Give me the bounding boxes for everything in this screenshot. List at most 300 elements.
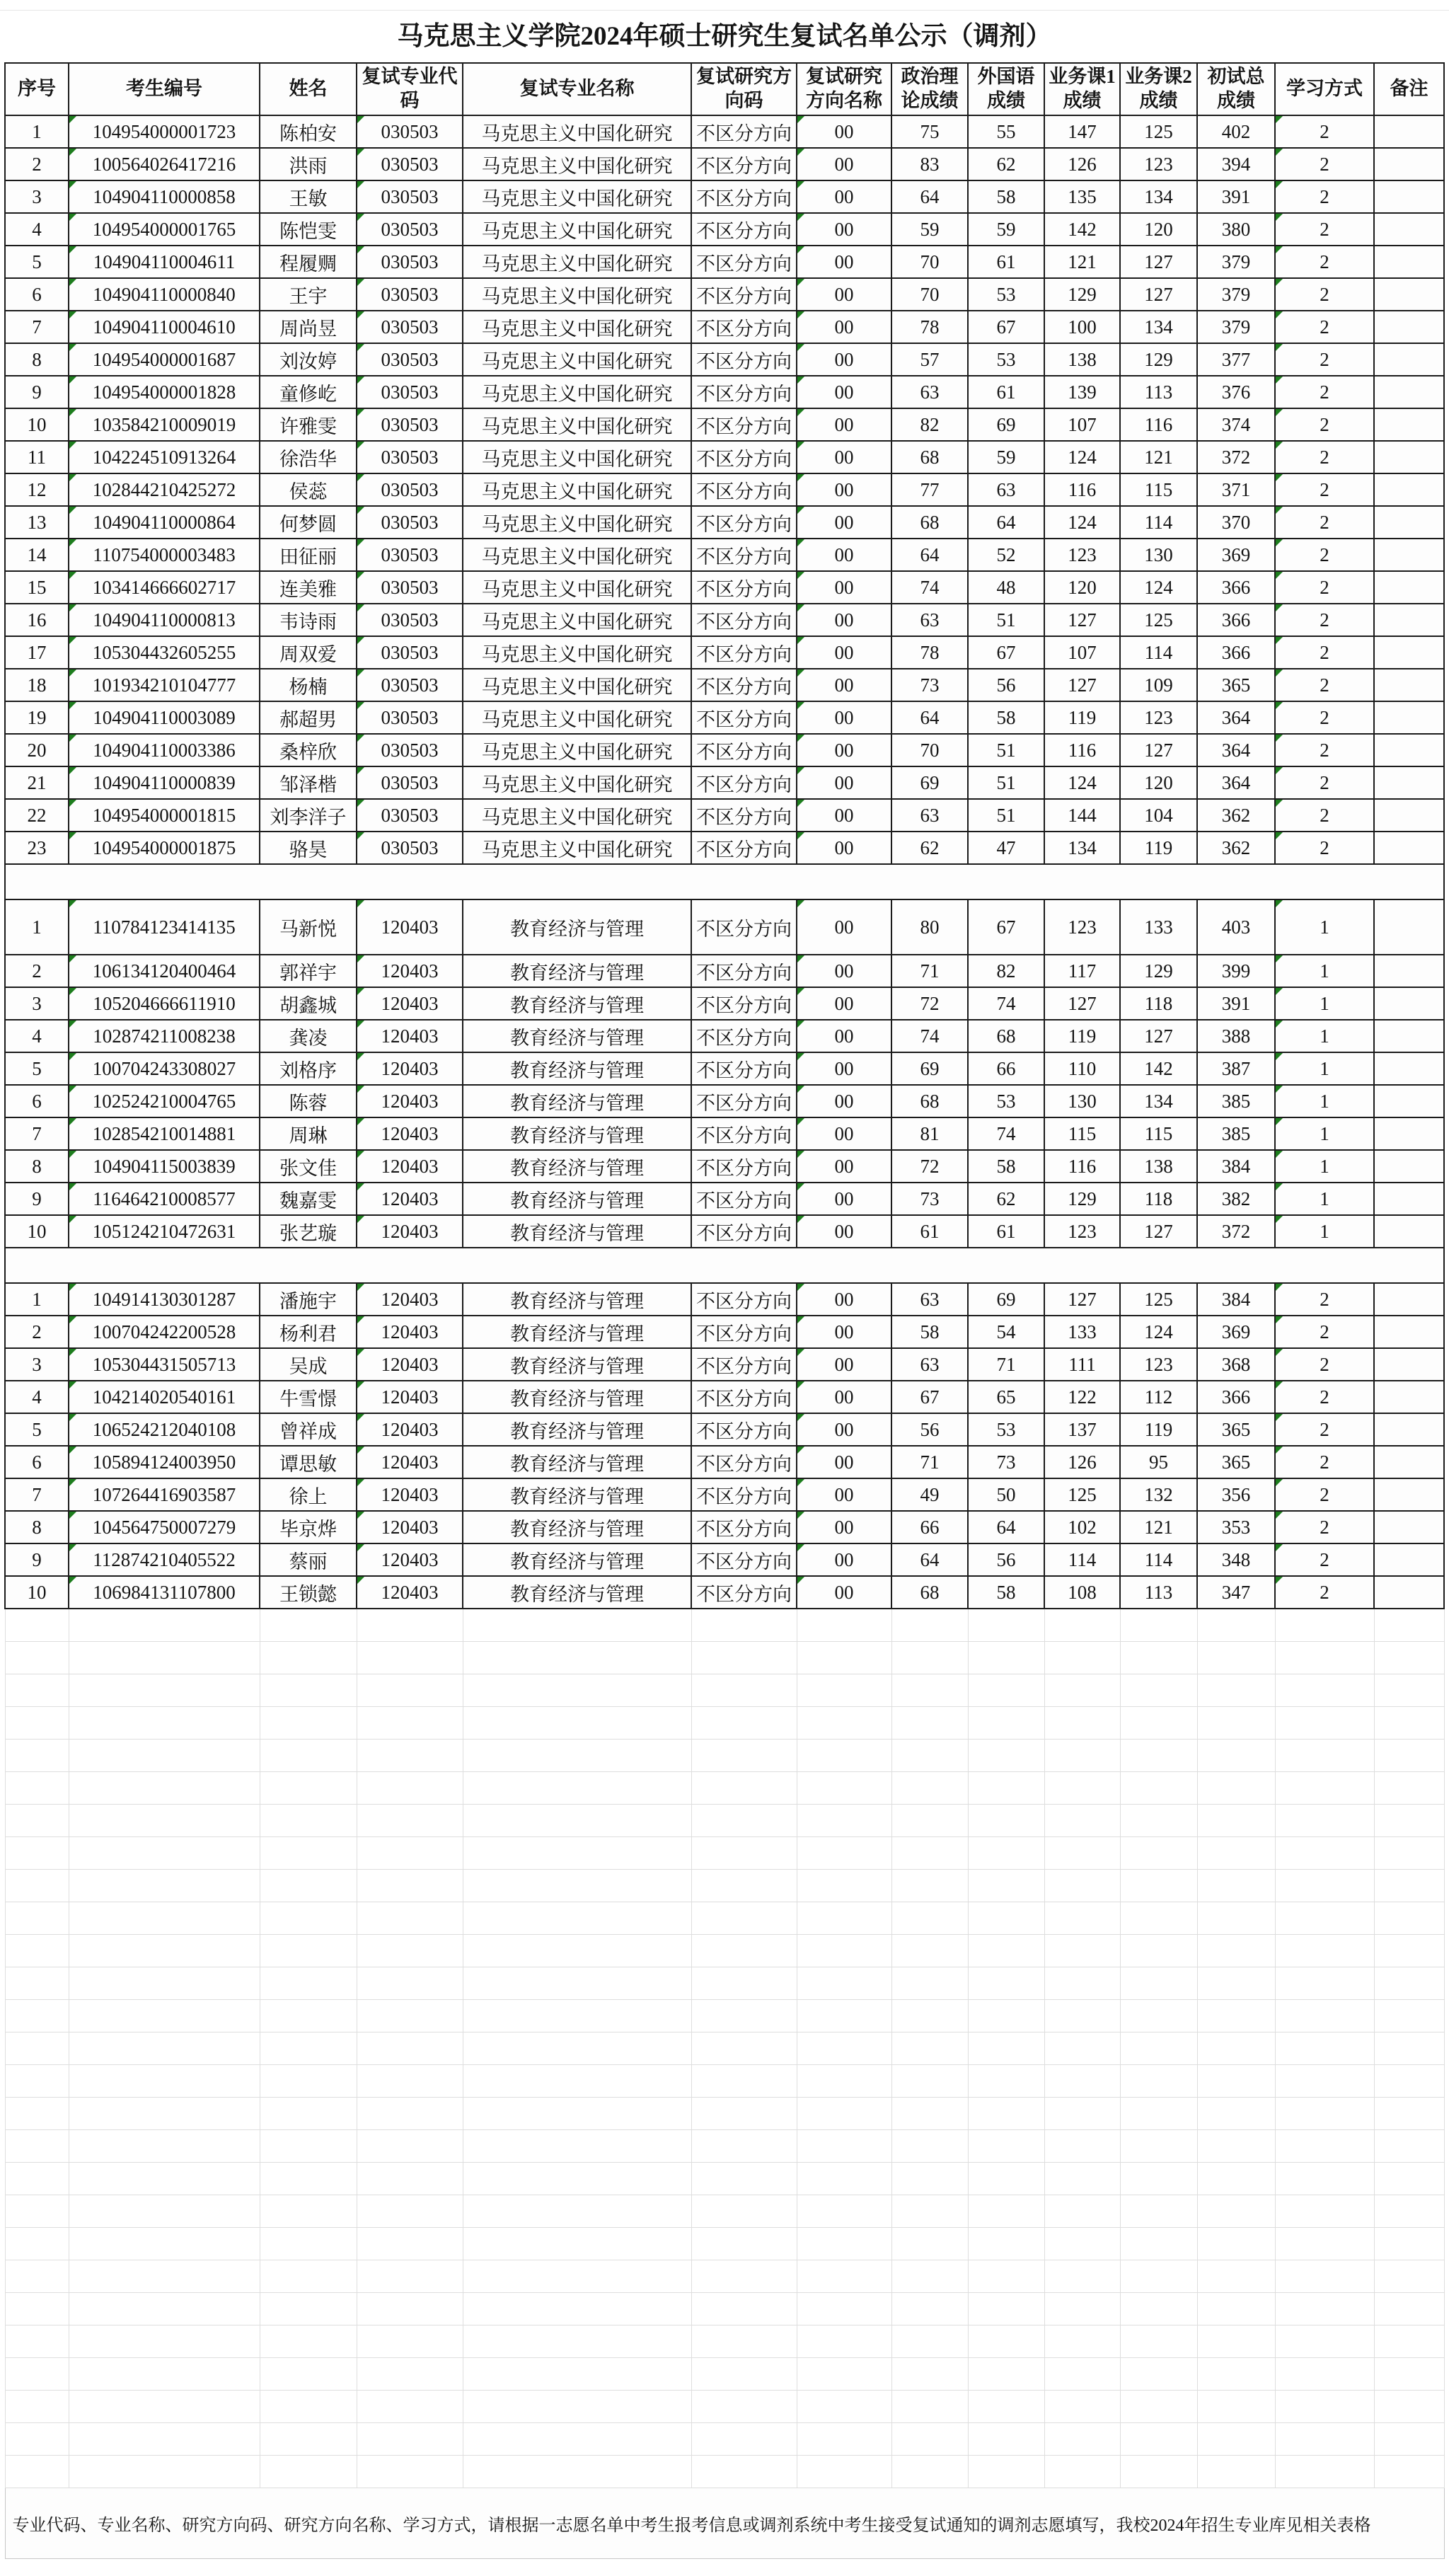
cell-name[interactable]: 王宇 <box>260 278 357 311</box>
cell-course1-score[interactable]: 110 <box>1044 1052 1120 1085</box>
cell-index[interactable]: 7 <box>5 1478 69 1511</box>
cell-direction-code[interactable]: 不区分方向 <box>691 539 797 571</box>
cell-direction-name[interactable]: 00 <box>797 1052 891 1085</box>
cell-direction-name[interactable]: 00 <box>797 1117 891 1150</box>
cell-major-code[interactable]: 120403 <box>357 1052 463 1085</box>
cell-direction-code[interactable]: 不区分方向 <box>691 1150 797 1183</box>
cell-course1-score[interactable]: 138 <box>1044 343 1120 376</box>
cell-remarks[interactable] <box>1374 408 1444 441</box>
cell-politics-score[interactable]: 57 <box>891 343 968 376</box>
cell-foreign-language-score[interactable]: 67 <box>968 899 1044 955</box>
cell-course1-score[interactable]: 129 <box>1044 278 1120 311</box>
cell-course2-score[interactable]: 142 <box>1120 1052 1197 1085</box>
cell-index[interactable]: 3 <box>5 180 69 213</box>
cell-study-mode[interactable]: 2 <box>1275 115 1374 148</box>
cell-candidate-id[interactable]: 104904110004610 <box>69 311 260 343</box>
cell-course2-score[interactable]: 114 <box>1120 636 1197 669</box>
cell-total-score[interactable]: 388 <box>1197 1020 1275 1052</box>
cell-major-name[interactable]: 教育经济与管理 <box>463 1381 691 1413</box>
cell-politics-score[interactable]: 63 <box>891 376 968 408</box>
cell-direction-name[interactable]: 00 <box>797 669 891 701</box>
cell-course1-score[interactable]: 117 <box>1044 955 1120 987</box>
cell-name[interactable]: 陈柏安 <box>260 115 357 148</box>
cell-course2-score[interactable]: 125 <box>1120 1283 1197 1316</box>
cell-study-mode[interactable]: 2 <box>1275 571 1374 604</box>
cell-study-mode[interactable]: 1 <box>1275 1020 1374 1052</box>
cell-course2-score[interactable]: 125 <box>1120 115 1197 148</box>
cell-foreign-language-score[interactable]: 68 <box>968 1020 1044 1052</box>
cell-candidate-id[interactable]: 104904110004611 <box>69 246 260 278</box>
cell-major-name[interactable]: 马克思主义中国化研究 <box>463 701 691 734</box>
cell-direction-name[interactable]: 00 <box>797 899 891 955</box>
cell-index[interactable]: 21 <box>5 766 69 799</box>
cell-course1-score[interactable]: 107 <box>1044 408 1120 441</box>
cell-course1-score[interactable]: 116 <box>1044 1150 1120 1183</box>
cell-course2-score[interactable]: 138 <box>1120 1150 1197 1183</box>
cell-name[interactable]: 曾祥成 <box>260 1413 357 1446</box>
cell-course2-score[interactable]: 112 <box>1120 1381 1197 1413</box>
cell-course2-score[interactable]: 129 <box>1120 955 1197 987</box>
cell-direction-code[interactable]: 不区分方向 <box>691 376 797 408</box>
cell-candidate-id[interactable]: 110754000003483 <box>69 539 260 571</box>
cell-major-name[interactable]: 马克思主义中国化研究 <box>463 636 691 669</box>
cell-course1-score[interactable]: 142 <box>1044 213 1120 246</box>
cell-foreign-language-score[interactable]: 54 <box>968 1316 1044 1348</box>
cell-course2-score[interactable]: 119 <box>1120 1413 1197 1446</box>
cell-remarks[interactable] <box>1374 115 1444 148</box>
cell-candidate-id[interactable]: 104954000001815 <box>69 799 260 832</box>
cell-candidate-id[interactable]: 100564026417216 <box>69 148 260 180</box>
cell-direction-name[interactable]: 00 <box>797 832 891 864</box>
cell-index[interactable]: 8 <box>5 1511 69 1543</box>
cell-direction-code[interactable]: 不区分方向 <box>691 441 797 473</box>
cell-index[interactable]: 15 <box>5 571 69 604</box>
cell-name[interactable]: 徐上 <box>260 1478 357 1511</box>
cell-study-mode[interactable]: 2 <box>1275 506 1374 539</box>
cell-foreign-language-score[interactable]: 73 <box>968 1446 1044 1478</box>
cell-major-name[interactable]: 马克思主义中国化研究 <box>463 506 691 539</box>
cell-foreign-language-score[interactable]: 66 <box>968 1052 1044 1085</box>
cell-name[interactable]: 张文佳 <box>260 1150 357 1183</box>
cell-direction-code[interactable]: 不区分方向 <box>691 1446 797 1478</box>
cell-total-score[interactable]: 362 <box>1197 799 1275 832</box>
cell-course2-score[interactable]: 127 <box>1120 278 1197 311</box>
cell-remarks[interactable] <box>1374 987 1444 1020</box>
cell-course1-score[interactable]: 111 <box>1044 1348 1120 1381</box>
cell-index[interactable]: 5 <box>5 1413 69 1446</box>
cell-major-name[interactable]: 马克思主义中国化研究 <box>463 376 691 408</box>
cell-foreign-language-score[interactable]: 53 <box>968 278 1044 311</box>
cell-study-mode[interactable]: 2 <box>1275 669 1374 701</box>
cell-major-name[interactable]: 教育经济与管理 <box>463 1052 691 1085</box>
cell-total-score[interactable]: 347 <box>1197 1576 1275 1609</box>
cell-course1-score[interactable]: 125 <box>1044 1478 1120 1511</box>
cell-course2-score[interactable]: 127 <box>1120 1215 1197 1248</box>
cell-major-name[interactable]: 马克思主义中国化研究 <box>463 539 691 571</box>
cell-major-code[interactable]: 120403 <box>357 1413 463 1446</box>
cell-direction-code[interactable]: 不区分方向 <box>691 734 797 766</box>
cell-major-name[interactable]: 教育经济与管理 <box>463 1576 691 1609</box>
cell-foreign-language-score[interactable]: 62 <box>968 148 1044 180</box>
cell-name[interactable]: 洪雨 <box>260 148 357 180</box>
cell-politics-score[interactable]: 70 <box>891 734 968 766</box>
cell-foreign-language-score[interactable]: 53 <box>968 1085 1044 1117</box>
cell-politics-score[interactable]: 62 <box>891 832 968 864</box>
cell-direction-code[interactable]: 不区分方向 <box>691 571 797 604</box>
cell-total-score[interactable]: 366 <box>1197 1381 1275 1413</box>
cell-index[interactable]: 9 <box>5 376 69 408</box>
cell-remarks[interactable] <box>1374 1117 1444 1150</box>
cell-study-mode[interactable]: 2 <box>1275 1446 1374 1478</box>
cell-name[interactable]: 张艺璇 <box>260 1215 357 1248</box>
cell-remarks[interactable] <box>1374 1283 1444 1316</box>
cell-major-name[interactable]: 教育经济与管理 <box>463 1316 691 1348</box>
cell-politics-score[interactable]: 58 <box>891 1316 968 1348</box>
cell-direction-name[interactable]: 00 <box>797 1381 891 1413</box>
cell-name[interactable]: 周琳 <box>260 1117 357 1150</box>
cell-total-score[interactable]: 356 <box>1197 1478 1275 1511</box>
cell-course1-score[interactable]: 124 <box>1044 766 1120 799</box>
cell-course2-score[interactable]: 116 <box>1120 408 1197 441</box>
cell-remarks[interactable] <box>1374 539 1444 571</box>
cell-name[interactable]: 谭思敏 <box>260 1446 357 1478</box>
cell-major-name[interactable]: 教育经济与管理 <box>463 1085 691 1117</box>
cell-remarks[interactable] <box>1374 669 1444 701</box>
cell-total-score[interactable]: 353 <box>1197 1511 1275 1543</box>
cell-total-score[interactable]: 369 <box>1197 539 1275 571</box>
cell-course2-score[interactable]: 121 <box>1120 441 1197 473</box>
cell-index[interactable]: 6 <box>5 1446 69 1478</box>
cell-major-name[interactable]: 马克思主义中国化研究 <box>463 278 691 311</box>
cell-index[interactable]: 11 <box>5 441 69 473</box>
cell-major-code[interactable]: 120403 <box>357 987 463 1020</box>
cell-major-code[interactable]: 120403 <box>357 1446 463 1478</box>
cell-direction-name[interactable]: 00 <box>797 571 891 604</box>
cell-major-name[interactable]: 马克思主义中国化研究 <box>463 343 691 376</box>
cell-foreign-language-score[interactable]: 51 <box>968 799 1044 832</box>
cell-major-name[interactable]: 马克思主义中国化研究 <box>463 669 691 701</box>
cell-candidate-id[interactable]: 104214020540161 <box>69 1381 260 1413</box>
cell-name[interactable]: 刘汝婷 <box>260 343 357 376</box>
cell-direction-code[interactable]: 不区分方向 <box>691 213 797 246</box>
cell-total-score[interactable]: 385 <box>1197 1085 1275 1117</box>
cell-major-name[interactable]: 教育经济与管理 <box>463 1413 691 1446</box>
cell-index[interactable]: 2 <box>5 148 69 180</box>
cell-remarks[interactable] <box>1374 571 1444 604</box>
cell-major-name[interactable]: 马克思主义中国化研究 <box>463 115 691 148</box>
cell-major-code[interactable]: 030503 <box>357 278 463 311</box>
cell-politics-score[interactable]: 69 <box>891 766 968 799</box>
cell-remarks[interactable] <box>1374 343 1444 376</box>
cell-major-code[interactable]: 030503 <box>357 799 463 832</box>
cell-course1-score[interactable]: 108 <box>1044 1576 1120 1609</box>
cell-total-score[interactable]: 366 <box>1197 604 1275 636</box>
cell-course2-score[interactable]: 118 <box>1120 987 1197 1020</box>
cell-course2-score[interactable]: 115 <box>1120 1117 1197 1150</box>
cell-politics-score[interactable]: 69 <box>891 1052 968 1085</box>
cell-major-code[interactable]: 030503 <box>357 701 463 734</box>
cell-candidate-id[interactable]: 107264416903587 <box>69 1478 260 1511</box>
cell-major-name[interactable]: 马克思主义中国化研究 <box>463 213 691 246</box>
cell-candidate-id[interactable]: 110784123414135 <box>69 899 260 955</box>
cell-remarks[interactable] <box>1374 766 1444 799</box>
cell-index[interactable]: 5 <box>5 1052 69 1085</box>
cell-total-score[interactable]: 364 <box>1197 766 1275 799</box>
cell-direction-code[interactable]: 不区分方向 <box>691 1478 797 1511</box>
cell-direction-code[interactable]: 不区分方向 <box>691 1413 797 1446</box>
cell-course1-score[interactable]: 123 <box>1044 1215 1120 1248</box>
cell-foreign-language-score[interactable]: 74 <box>968 1117 1044 1150</box>
cell-foreign-language-score[interactable]: 51 <box>968 766 1044 799</box>
cell-course1-score[interactable]: 127 <box>1044 1283 1120 1316</box>
cell-major-code[interactable]: 120403 <box>357 1478 463 1511</box>
cell-candidate-id[interactable]: 104224510913264 <box>69 441 260 473</box>
cell-direction-code[interactable]: 不区分方向 <box>691 1215 797 1248</box>
cell-course1-score[interactable]: 144 <box>1044 799 1120 832</box>
cell-remarks[interactable] <box>1374 1478 1444 1511</box>
cell-major-code[interactable]: 030503 <box>357 213 463 246</box>
cell-candidate-id[interactable]: 104904115003839 <box>69 1150 260 1183</box>
cell-index[interactable]: 10 <box>5 408 69 441</box>
cell-major-name[interactable]: 马克思主义中国化研究 <box>463 571 691 604</box>
cell-major-name[interactable]: 教育经济与管理 <box>463 1511 691 1543</box>
cell-foreign-language-score[interactable]: 58 <box>968 1150 1044 1183</box>
cell-study-mode[interactable]: 2 <box>1275 636 1374 669</box>
cell-study-mode[interactable]: 2 <box>1275 1478 1374 1511</box>
cell-candidate-id[interactable]: 104904110003386 <box>69 734 260 766</box>
cell-major-name[interactable]: 教育经济与管理 <box>463 955 691 987</box>
cell-direction-code[interactable]: 不区分方向 <box>691 115 797 148</box>
cell-course1-score[interactable]: 134 <box>1044 832 1120 864</box>
cell-remarks[interactable] <box>1374 1215 1444 1248</box>
cell-candidate-id[interactable]: 105124210472631 <box>69 1215 260 1248</box>
cell-remarks[interactable] <box>1374 1020 1444 1052</box>
cell-remarks[interactable] <box>1374 636 1444 669</box>
cell-index[interactable]: 14 <box>5 539 69 571</box>
cell-course1-score[interactable]: 116 <box>1044 734 1120 766</box>
cell-total-score[interactable]: 348 <box>1197 1543 1275 1576</box>
cell-politics-score[interactable]: 67 <box>891 1381 968 1413</box>
cell-candidate-id[interactable]: 104904110000840 <box>69 278 260 311</box>
cell-name[interactable]: 刘李洋子 <box>260 799 357 832</box>
cell-direction-code[interactable]: 不区分方向 <box>691 1576 797 1609</box>
cell-politics-score[interactable]: 80 <box>891 899 968 955</box>
cell-name[interactable]: 许雅雯 <box>260 408 357 441</box>
cell-course1-score[interactable]: 100 <box>1044 311 1120 343</box>
cell-index[interactable]: 22 <box>5 799 69 832</box>
cell-major-name[interactable]: 马克思主义中国化研究 <box>463 799 691 832</box>
cell-major-code[interactable]: 030503 <box>357 343 463 376</box>
cell-politics-score[interactable]: 56 <box>891 1413 968 1446</box>
cell-direction-code[interactable]: 不区分方向 <box>691 506 797 539</box>
cell-study-mode[interactable]: 2 <box>1275 604 1374 636</box>
cell-direction-name[interactable]: 00 <box>797 1413 891 1446</box>
cell-direction-name[interactable]: 00 <box>797 1085 891 1117</box>
cell-direction-code[interactable]: 不区分方向 <box>691 899 797 955</box>
cell-course2-score[interactable]: 113 <box>1120 376 1197 408</box>
cell-candidate-id[interactable]: 105204666611910 <box>69 987 260 1020</box>
cell-major-code[interactable]: 030503 <box>357 539 463 571</box>
cell-course1-score[interactable]: 124 <box>1044 506 1120 539</box>
cell-direction-code[interactable]: 不区分方向 <box>691 278 797 311</box>
cell-study-mode[interactable]: 1 <box>1275 1183 1374 1215</box>
cell-foreign-language-score[interactable]: 74 <box>968 987 1044 1020</box>
cell-foreign-language-score[interactable]: 58 <box>968 701 1044 734</box>
cell-direction-code[interactable]: 不区分方向 <box>691 180 797 213</box>
cell-major-code[interactable]: 120403 <box>357 1381 463 1413</box>
cell-major-code[interactable]: 120403 <box>357 1543 463 1576</box>
cell-name[interactable]: 何梦圆 <box>260 506 357 539</box>
cell-direction-code[interactable]: 不区分方向 <box>691 1348 797 1381</box>
cell-remarks[interactable] <box>1374 441 1444 473</box>
cell-course1-score[interactable]: 115 <box>1044 1117 1120 1150</box>
cell-study-mode[interactable]: 2 <box>1275 1381 1374 1413</box>
cell-foreign-language-score[interactable]: 47 <box>968 832 1044 864</box>
cell-course1-score[interactable]: 127 <box>1044 604 1120 636</box>
cell-name[interactable]: 刘格序 <box>260 1052 357 1085</box>
cell-course2-score[interactable]: 119 <box>1120 832 1197 864</box>
cell-politics-score[interactable]: 74 <box>891 1020 968 1052</box>
cell-course1-score[interactable]: 130 <box>1044 1085 1120 1117</box>
cell-index[interactable]: 8 <box>5 1150 69 1183</box>
cell-direction-name[interactable]: 00 <box>797 799 891 832</box>
cell-course2-score[interactable]: 127 <box>1120 1020 1197 1052</box>
cell-politics-score[interactable]: 64 <box>891 180 968 213</box>
cell-politics-score[interactable]: 68 <box>891 506 968 539</box>
cell-major-code[interactable]: 120403 <box>357 1215 463 1248</box>
cell-course1-score[interactable]: 119 <box>1044 1020 1120 1052</box>
cell-direction-name[interactable]: 00 <box>797 1478 891 1511</box>
cell-politics-score[interactable]: 81 <box>891 1117 968 1150</box>
cell-foreign-language-score[interactable]: 59 <box>968 441 1044 473</box>
cell-study-mode[interactable]: 2 <box>1275 766 1374 799</box>
cell-name[interactable]: 王锁懿 <box>260 1576 357 1609</box>
cell-course2-score[interactable]: 134 <box>1120 180 1197 213</box>
cell-study-mode[interactable]: 2 <box>1275 1511 1374 1543</box>
cell-foreign-language-score[interactable]: 51 <box>968 604 1044 636</box>
cell-major-code[interactable]: 030503 <box>357 180 463 213</box>
cell-study-mode[interactable]: 2 <box>1275 246 1374 278</box>
cell-major-name[interactable]: 教育经济与管理 <box>463 1543 691 1576</box>
cell-course1-score[interactable]: 147 <box>1044 115 1120 148</box>
cell-major-code[interactable]: 120403 <box>357 1576 463 1609</box>
cell-major-code[interactable]: 120403 <box>357 955 463 987</box>
cell-total-score[interactable]: 394 <box>1197 148 1275 180</box>
cell-name[interactable]: 童修屹 <box>260 376 357 408</box>
cell-politics-score[interactable]: 82 <box>891 408 968 441</box>
cell-total-score[interactable]: 379 <box>1197 278 1275 311</box>
cell-total-score[interactable]: 376 <box>1197 376 1275 408</box>
cell-index[interactable]: 6 <box>5 278 69 311</box>
cell-course1-score[interactable]: 102 <box>1044 1511 1120 1543</box>
cell-course2-score[interactable]: 121 <box>1120 1511 1197 1543</box>
cell-direction-code[interactable]: 不区分方向 <box>691 1052 797 1085</box>
cell-candidate-id[interactable]: 104954000001875 <box>69 832 260 864</box>
cell-name[interactable]: 胡鑫城 <box>260 987 357 1020</box>
cell-direction-name[interactable]: 00 <box>797 987 891 1020</box>
cell-name[interactable]: 杨利君 <box>260 1316 357 1348</box>
cell-total-score[interactable]: 391 <box>1197 987 1275 1020</box>
cell-politics-score[interactable]: 70 <box>891 278 968 311</box>
cell-index[interactable]: 1 <box>5 899 69 955</box>
cell-foreign-language-score[interactable]: 64 <box>968 506 1044 539</box>
cell-total-score[interactable]: 380 <box>1197 213 1275 246</box>
cell-index[interactable]: 10 <box>5 1215 69 1248</box>
cell-major-name[interactable]: 教育经济与管理 <box>463 1283 691 1316</box>
cell-remarks[interactable] <box>1374 799 1444 832</box>
cell-candidate-id[interactable]: 104954000001687 <box>69 343 260 376</box>
cell-major-name[interactable]: 马克思主义中国化研究 <box>463 604 691 636</box>
cell-politics-score[interactable]: 63 <box>891 1348 968 1381</box>
cell-remarks[interactable] <box>1374 1381 1444 1413</box>
cell-direction-name[interactable]: 00 <box>797 115 891 148</box>
cell-foreign-language-score[interactable]: 59 <box>968 213 1044 246</box>
cell-major-name[interactable]: 教育经济与管理 <box>463 899 691 955</box>
cell-major-code[interactable]: 120403 <box>357 1085 463 1117</box>
cell-name[interactable]: 杨楠 <box>260 669 357 701</box>
cell-major-code[interactable]: 030503 <box>357 636 463 669</box>
cell-foreign-language-score[interactable]: 67 <box>968 636 1044 669</box>
cell-remarks[interactable] <box>1374 148 1444 180</box>
cell-politics-score[interactable]: 64 <box>891 1543 968 1576</box>
cell-index[interactable]: 12 <box>5 473 69 506</box>
cell-major-name[interactable]: 教育经济与管理 <box>463 1117 691 1150</box>
cell-remarks[interactable] <box>1374 1085 1444 1117</box>
cell-index[interactable]: 7 <box>5 1117 69 1150</box>
cell-direction-name[interactable]: 00 <box>797 604 891 636</box>
cell-major-name[interactable]: 马克思主义中国化研究 <box>463 180 691 213</box>
cell-index[interactable]: 23 <box>5 832 69 864</box>
cell-politics-score[interactable]: 61 <box>891 1215 968 1248</box>
cell-course1-score[interactable]: 139 <box>1044 376 1120 408</box>
cell-index[interactable]: 3 <box>5 987 69 1020</box>
cell-study-mode[interactable]: 2 <box>1275 539 1374 571</box>
cell-course2-score[interactable]: 132 <box>1120 1478 1197 1511</box>
cell-course2-score[interactable]: 129 <box>1120 343 1197 376</box>
cell-foreign-language-score[interactable]: 52 <box>968 539 1044 571</box>
cell-direction-code[interactable]: 不区分方向 <box>691 987 797 1020</box>
cell-direction-name[interactable]: 00 <box>797 408 891 441</box>
cell-politics-score[interactable]: 63 <box>891 604 968 636</box>
cell-total-score[interactable]: 366 <box>1197 571 1275 604</box>
cell-total-score[interactable]: 366 <box>1197 636 1275 669</box>
cell-remarks[interactable] <box>1374 473 1444 506</box>
cell-major-code[interactable]: 030503 <box>357 311 463 343</box>
cell-politics-score[interactable]: 68 <box>891 1085 968 1117</box>
cell-major-name[interactable]: 马克思主义中国化研究 <box>463 832 691 864</box>
cell-study-mode[interactable]: 2 <box>1275 473 1374 506</box>
cell-foreign-language-score[interactable]: 61 <box>968 376 1044 408</box>
cell-study-mode[interactable]: 2 <box>1275 799 1374 832</box>
cell-remarks[interactable] <box>1374 246 1444 278</box>
cell-study-mode[interactable]: 2 <box>1275 1543 1374 1576</box>
cell-total-score[interactable]: 403 <box>1197 899 1275 955</box>
cell-study-mode[interactable]: 1 <box>1275 1085 1374 1117</box>
cell-total-score[interactable]: 382 <box>1197 1183 1275 1215</box>
cell-course1-score[interactable]: 114 <box>1044 1543 1120 1576</box>
cell-major-code[interactable]: 030503 <box>357 473 463 506</box>
cell-foreign-language-score[interactable]: 71 <box>968 1348 1044 1381</box>
cell-total-score[interactable]: 369 <box>1197 1316 1275 1348</box>
cell-course1-score[interactable]: 107 <box>1044 636 1120 669</box>
cell-major-code[interactable]: 030503 <box>357 115 463 148</box>
cell-course2-score[interactable]: 113 <box>1120 1576 1197 1609</box>
cell-candidate-id[interactable]: 106984131107800 <box>69 1576 260 1609</box>
cell-total-score[interactable]: 368 <box>1197 1348 1275 1381</box>
cell-name[interactable]: 徐浩华 <box>260 441 357 473</box>
cell-name[interactable]: 郭祥宇 <box>260 955 357 987</box>
cell-major-code[interactable]: 120403 <box>357 1117 463 1150</box>
